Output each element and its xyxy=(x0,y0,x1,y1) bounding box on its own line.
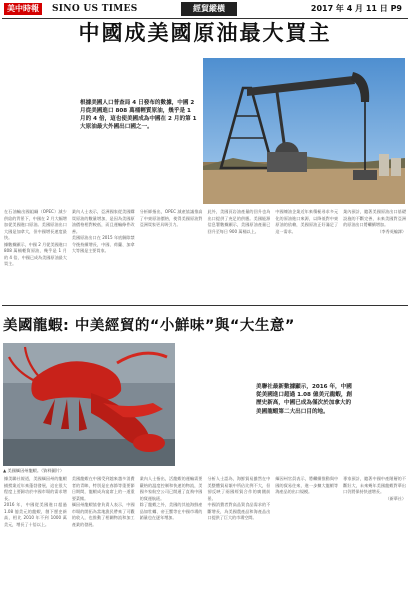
story1-deck: 根據美國人口普查局 4 日發布的數據，中國 2 月從美國進口 808 萬桶輕質原油，幾乎是 1 月的 4 倍，這也使美國成為中國在 2 月的第 1 大原油最大外國出口國之一。 xyxy=(80,100,197,130)
page-number: P9 xyxy=(390,4,402,13)
story2-column xyxy=(275,476,338,586)
story2-paragraph: 緬因州龍蝦協會負責人表示，中國市場的開拓為當地漁民帶來了可觀的收入，也推動了相關物流和加工產業的發展。 xyxy=(71,502,135,527)
story2-paragraph: 除了龍蝦之外，美國的其他海鮮產品如牡蠣、帝王蟹等在中國市場的銷量也在逐年增加。 xyxy=(139,502,203,520)
photo-caption: ▲ 美國緬因州龍蝦。（資料圖片） xyxy=(3,468,65,473)
story2-column xyxy=(140,476,203,586)
masthead-divider xyxy=(2,18,408,19)
story1-column xyxy=(72,209,135,302)
story2-paragraph: 中國消費者對高品質食品需求的不斷增長，為美國農產品和海產品出口提供了巨大的市場空間。 xyxy=(207,502,271,520)
story1-column xyxy=(343,209,406,302)
story2-headline: 美國龍蝦: 中美經貿的“小鮮味”與“大生意” xyxy=(3,318,295,334)
story2-paragraph: 專家預計，隨著中國中產階層的不斷壯大，未來幾年美國龍蝦對華出口仍將保持快速增長。 xyxy=(343,476,406,494)
story1-column xyxy=(4,209,67,302)
story1-column xyxy=(275,209,338,302)
story2-column xyxy=(72,476,135,586)
paper-name: SINO US TIMES xyxy=(52,4,138,14)
story1-paragraph: 此外，美國頁岩油產量的回升也為出口提供了充足的供應。美國能源信息署數據顯示，美國原油產量已回升至每日 900 萬桶以上。 xyxy=(207,209,271,234)
issue-date xyxy=(311,3,402,15)
section-divider xyxy=(2,305,408,306)
story2-paragraph: 美國龍蝦在中國受到越來越多消費者的青睞，特別是在春節等重要節日期間，龍蝦成為宴席上的一道重要菜餚。 xyxy=(71,476,135,501)
story1-paragraph: 分析師指出，OPEC 減產協議推高了中東原油價格，使得美國原油對亞洲買家更具吸引力。 xyxy=(139,209,203,227)
section-label: 經貿縱橫 xyxy=(181,2,237,16)
newspaper-logo: 美中時報 xyxy=(4,3,42,15)
story1-paragraph: 美國原油出口在 2015 年底解除禁令後持續增長，中國、荷蘭、加拿大等國是主要買家。 xyxy=(71,235,135,253)
date-text: 2017 年 4 月 11 日 xyxy=(310,4,388,13)
story1-paragraph: 業內人士表示，亞洲國家從美國購買原油的數量增加，是因為美國原油價格相對較低，而且運輸條件改善。 xyxy=(71,209,135,234)
story1-paragraph: 中國煉油企業近年來積極尋求多元化的原油進口來源，以降低對中東原油的依賴，美國原油正好滿足了這一需求。 xyxy=(275,209,339,234)
story2-body xyxy=(4,476,406,586)
story1-paragraph: 在石油輸出國組織（OPEC）減少供給的背景下，中國在 2 月大幅增加從美國進口原油。美國原油出口大國是加拿大，但中國增長速度最快。 xyxy=(4,209,67,240)
story2-column xyxy=(4,476,67,586)
story2-paragraph: 緬因州官員表示，將繼續推動與中國的貿易往來，進一步擴大龍蝦等海產品的出口規模。 xyxy=(275,476,339,494)
story2-column xyxy=(207,476,270,586)
story2-paragraph: 業內人士指出，活龍蝦的運輸需要嚴格的溫度控制和快速的物流，美國多家航空公司已開通了直飛中國的貨運航班。 xyxy=(139,476,203,501)
story2-paragraph: 分析人士認為，海鮮貿易雖然在中美整體貿易額中所佔比例不大，但卻反映了兩國經貿合作的廣闊前景。 xyxy=(207,476,271,501)
story2-paragraph: 據美聯社報道，美國緬因州的龍蝦捕撈業近年來蓬勃發展，這在很大程度上要歸功於中國市場的需求增長。 xyxy=(4,476,67,501)
masthead xyxy=(0,0,410,18)
lobster-photo xyxy=(3,343,175,466)
story1-headline: 中國成美國原油最大買主 xyxy=(78,21,332,45)
story1-paragraph: 業內預計，隨著美國原油出口基礎設施的不斷完善，未來美國對亞洲的原油出口將繼續增加。 xyxy=(343,209,406,227)
story2-paragraph: 2016 年，中國從美國進口超過 1.08 億美元的龍蝦，創下歷史新高，相比 2010 年不到 1000 萬美元，增長了十倍以上。 xyxy=(4,502,67,527)
story1-body xyxy=(4,209,406,302)
story2-deck: 美聯社最新數據顯示，2016 年，中國從美國進口超過 1.08 億美元龍蝦，創歷史新高，中國已成為僅次於加拿大的美國龍蝦第二大出口目的地。 xyxy=(256,384,353,415)
story1-column xyxy=(207,209,270,302)
story1-paragraph: （李秀英編譯） xyxy=(377,228,406,234)
story2-paragraph: （新華社） xyxy=(385,495,406,501)
story1-paragraph: 據數據顯示，中國 2 月從美國進口 808 萬桶輕質原油，幾乎是 1 月的 4 倍，中國已成為美國原油最大買主。 xyxy=(4,241,67,266)
oil-pumpjack-photo xyxy=(203,58,405,204)
story2-column xyxy=(343,476,406,586)
story1-column xyxy=(140,209,203,302)
